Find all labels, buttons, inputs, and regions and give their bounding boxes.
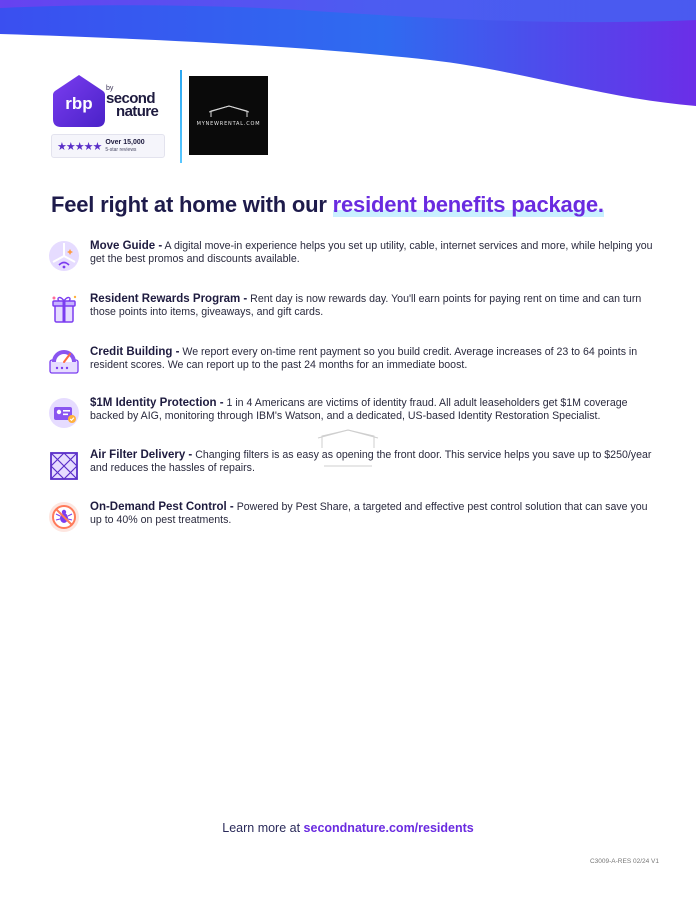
reviews-subtitle: 5-star reviews xyxy=(105,147,137,153)
second-nature-byline xyxy=(106,85,178,118)
watermark-house-logo-icon xyxy=(278,428,418,468)
air-filter-icon xyxy=(48,449,80,481)
benefit-text xyxy=(90,501,656,528)
rbp-logo-text: rbp xyxy=(65,94,93,113)
resident-url-link[interactable]: secondnature.com/residents xyxy=(303,821,474,835)
headline-accent: resident benefits package. xyxy=(332,192,604,217)
benefit-title: Credit Building - xyxy=(90,346,180,358)
headline-lead: Feel right at home with our xyxy=(51,192,333,217)
brand-line-2: nature xyxy=(116,103,159,120)
partner-logo-text: MYNEWRENTAL.COM xyxy=(196,120,261,127)
benefit-text xyxy=(90,346,656,373)
benefit-description: A digital move-in experience helps you set up utility, cable, internet services and more, while helping you get the best promos and discounts available. xyxy=(90,240,653,266)
benefit-description: Powered by Pest Share, a targeted and effective pest control solution that can save you up to 40% on pest treatments. xyxy=(90,501,648,527)
identity-card-icon xyxy=(48,397,80,429)
page-title xyxy=(51,192,671,218)
benefit-description: Rent day is now rewards day. You'll earn points for paying rent on time and can turn those points into items, giveaways, and gift cards. xyxy=(90,293,642,319)
benefit-title: Resident Rewards Program - xyxy=(90,293,248,305)
learn-more-line xyxy=(0,821,696,835)
gift-icon xyxy=(48,293,80,325)
brand-line-1: second xyxy=(106,90,155,107)
partner-logo xyxy=(189,76,268,155)
benefit-description: We report every on-time rent payment so you build credit. Average increases of 23 to 64 points in resident scores. We can report up to the past 24 months for an immediate boost. xyxy=(90,346,638,372)
benefit-title: Air Filter Delivery - xyxy=(90,449,193,461)
house-outline-icon xyxy=(209,105,249,119)
benefit-text xyxy=(90,397,656,424)
benefit-description: Changing filters is as easy as opening the front door. This service helps you save up to $250/year and reduces the hassles of repairs. xyxy=(90,449,652,475)
benefit-title: $1M Identity Protection - xyxy=(90,397,224,409)
no-pest-icon xyxy=(48,501,80,533)
benefit-description: 1 in 4 Americans are victims of identity fraud. All adult leaseholders get $1M coverage backed by AIG, monitoring through IBM's Watson, and a dedicated, US-based Identity Restoration Specialist. xyxy=(90,397,628,423)
learn-more-text: Learn more at xyxy=(222,821,304,835)
five-star-rating-icon: ★★★★★ xyxy=(57,140,102,153)
credit-gauge-icon xyxy=(48,346,80,378)
reviews-count: Over 15,000 xyxy=(105,139,145,146)
byline-by: by xyxy=(106,85,114,92)
benefit-text xyxy=(90,240,656,267)
rbp-house-logo-icon xyxy=(51,73,107,129)
logo-divider xyxy=(180,70,182,163)
move-guide-icon xyxy=(48,240,80,272)
benefit-text xyxy=(90,293,656,320)
reviews-badge xyxy=(51,134,165,158)
benefit-title: On-Demand Pest Control - xyxy=(90,501,234,513)
document-code: C3009-A-RES 02/24 V1 xyxy=(589,858,659,865)
benefit-title: Move Guide - xyxy=(90,240,163,252)
